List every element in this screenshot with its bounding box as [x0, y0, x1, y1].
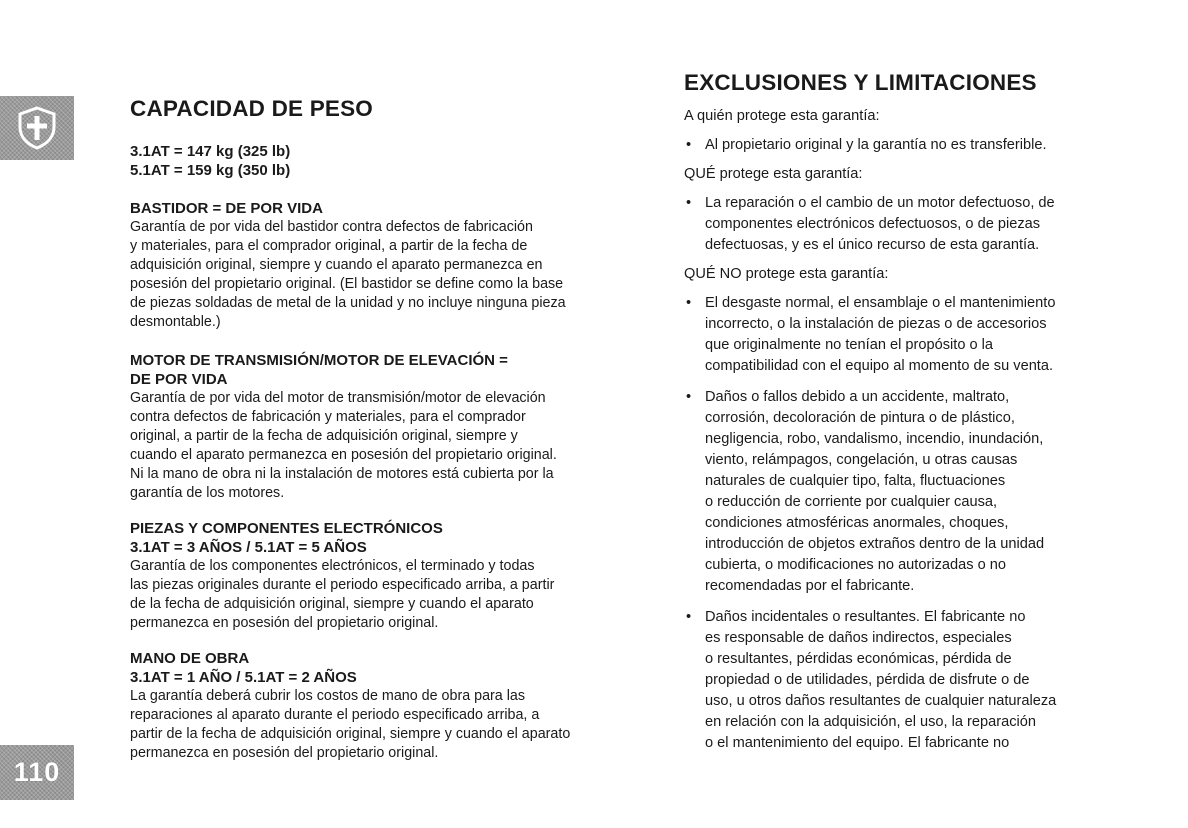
list-item-line: o el mantenimiento del equipo. El fabricante no: [705, 735, 1010, 751]
not-covered-list: [684, 293, 1118, 754]
body-line: de piezas soldadas de metal de la unidad y no incluye ninguna pieza: [130, 295, 566, 311]
body-line: Garantía de por vida del motor de transmisión/motor de elevación: [130, 390, 546, 406]
list-item-line: defectuosas, y es el único recurso de esta garantía.: [705, 237, 1040, 253]
body-line: La garantía deberá cubrir los costos de mano de obra para las: [130, 688, 525, 704]
list-item: [684, 387, 1118, 597]
list-item-line: condiciones atmosféricas anormales, choques,: [705, 515, 1009, 531]
shield-cross-icon: [17, 106, 57, 150]
bullet-icon: •: [686, 295, 692, 311]
list-item-line: es responsable de daños indirectos, especiales: [705, 630, 1012, 646]
body-line: Garantía de por vida del bastidor contra defectos de fabricación: [130, 219, 533, 235]
electronics-section: [130, 519, 655, 633]
page-number-tab: [0, 745, 74, 800]
list-item: [684, 293, 1118, 377]
body-line: permanezca en posesión del propietario original.: [130, 615, 439, 631]
body-line: las piezas originales durante el periodo especificado arriba, a partir: [130, 577, 555, 593]
who-list: [684, 135, 1118, 156]
body-line: cuando el aparato permanezca en posesión del propietario original.: [130, 447, 557, 463]
list-item-line: componentes electrónicos defectuosos, o de piezas: [705, 216, 1041, 232]
list-item-line: La reparación o el cambio de un motor defectuoso, de: [705, 195, 1055, 211]
bullet-icon: •: [686, 389, 692, 405]
list-item: [684, 135, 1118, 156]
list-item-line: cubierta, o modificaciones no autorizadas o no: [705, 557, 1006, 573]
left-column: [130, 96, 655, 763]
section-title: BASTIDOR = DE POR VIDA: [130, 200, 323, 217]
bullet-icon: •: [686, 195, 692, 211]
list-item-line: uso, u otros daños resultantes de cualquier naturaleza: [705, 693, 1057, 709]
body-line: Ni la mano de obra ni la instalación de motores está cubierta por la: [130, 466, 554, 482]
section-body: [130, 389, 655, 503]
body-line: y materiales, para el comprador original, a partir de la fecha de: [130, 238, 528, 254]
body-line: reparaciones al aparato durante el periodo especificado arriba, a: [130, 707, 540, 723]
list-item-line: que originalmente no tenían el propósito o la: [705, 337, 994, 353]
what-list: [684, 193, 1118, 256]
body-line: partir de la fecha de adquisición original, siempre y cuando el aparato: [130, 726, 571, 742]
body-line: garantía de los motores.: [130, 485, 285, 501]
body-line: contra defectos de fabricación y materiales, para el comprador: [130, 409, 526, 425]
frame-section: [130, 199, 655, 332]
capacity-line: 3.1AT = 147 kg (325 lb): [130, 143, 291, 160]
body-line: de la fecha de adquisición original, siempre y cuando el aparato: [130, 596, 534, 612]
list-item-line: incorrecto, o la instalación de piezas o de accesorios: [705, 316, 1047, 332]
list-item-line: Daños incidentales o resultantes. El fabricante no: [705, 609, 1026, 625]
section-tab: [0, 96, 74, 160]
list-item-line: propiedad o de utilidades, pérdida de disfrute o de: [705, 672, 1030, 688]
section-body: [130, 557, 655, 633]
list-item-line: corrosión, decoloración de pintura o de plástico,: [705, 410, 1015, 426]
list-item-line: compatibilidad con el equipo al momento de su venta.: [705, 358, 1054, 374]
list-item-line: o reducción de corriente por cualquier causa,: [705, 494, 998, 510]
body-line: posesión del propietario original. (El bastidor se define como la base: [130, 276, 564, 292]
not-label: QUÉ NO protege esta garantía:: [684, 266, 889, 282]
body-line: desmontable.): [130, 314, 221, 330]
list-item-line: o resultantes, pérdidas económicas, pérdida de: [705, 651, 1012, 667]
right-column: [684, 70, 1118, 762]
section-title: PIEZAS Y COMPONENTES ELECTRÓNICOS: [130, 520, 443, 537]
list-item: [684, 193, 1118, 256]
list-item-line: El desgaste normal, el ensamblaje o el mantenimiento: [705, 295, 1056, 311]
bullet-icon: •: [686, 137, 692, 153]
list-item: [684, 607, 1118, 754]
what-label: QUÉ protege esta garantía:: [684, 166, 863, 182]
labor-section: [130, 649, 655, 763]
motor-section: [130, 351, 655, 503]
list-item-line: Daños o fallos debido a un accidente, maltrato,: [705, 389, 1010, 405]
weight-capacity-heading: CAPACIDAD DE PESO: [130, 96, 374, 121]
list-item-line: negligencia, robo, vandalismo, incendio, inundación,: [705, 431, 1044, 447]
section-title: MOTOR DE TRANSMISIÓN/MOTOR DE ELEVACIÓN =: [130, 352, 508, 369]
list-item-line: en relación con la adquisición, el uso, la reparación: [705, 714, 1036, 730]
page-number: 110: [13, 757, 61, 787]
body-line: original, a partir de la fecha de adquisición original, siempre y: [130, 428, 518, 444]
list-item-line: introducción de objetos extraños dentro de la unidad: [705, 536, 1045, 552]
list-item-line: Al propietario original y la garantía no es transferible.: [705, 137, 1047, 153]
section-title: 3.1AT = 1 AÑO / 5.1AT = 2 AÑOS: [130, 669, 357, 686]
list-item-line: viento, relámpagos, congelación, u otras causas: [705, 452, 1018, 468]
section-title: DE POR VIDA: [130, 371, 228, 388]
exclusions-heading: EXCLUSIONES Y LIMITACIONES: [684, 70, 1037, 95]
section-body: [130, 218, 655, 332]
list-item-line: naturales de cualquier tipo, falta, fluctuaciones: [705, 473, 1006, 489]
section-body: [130, 687, 655, 763]
capacity-line: 5.1AT = 159 kg (350 lb): [130, 162, 291, 179]
body-line: permanezca en posesión del propietario original.: [130, 745, 439, 761]
who-label: A quién protege esta garantía:: [684, 108, 880, 124]
section-title: MANO DE OBRA: [130, 650, 250, 667]
bullet-icon: •: [686, 609, 692, 625]
list-item-line: recomendadas por el fabricante.: [705, 578, 915, 594]
section-title: 3.1AT = 3 AÑOS / 5.1AT = 5 AÑOS: [130, 539, 367, 556]
body-line: adquisición original, siempre y cuando el aparato permanezca en: [130, 257, 543, 273]
body-line: Garantía de los componentes electrónicos, el terminado y todas: [130, 558, 535, 574]
